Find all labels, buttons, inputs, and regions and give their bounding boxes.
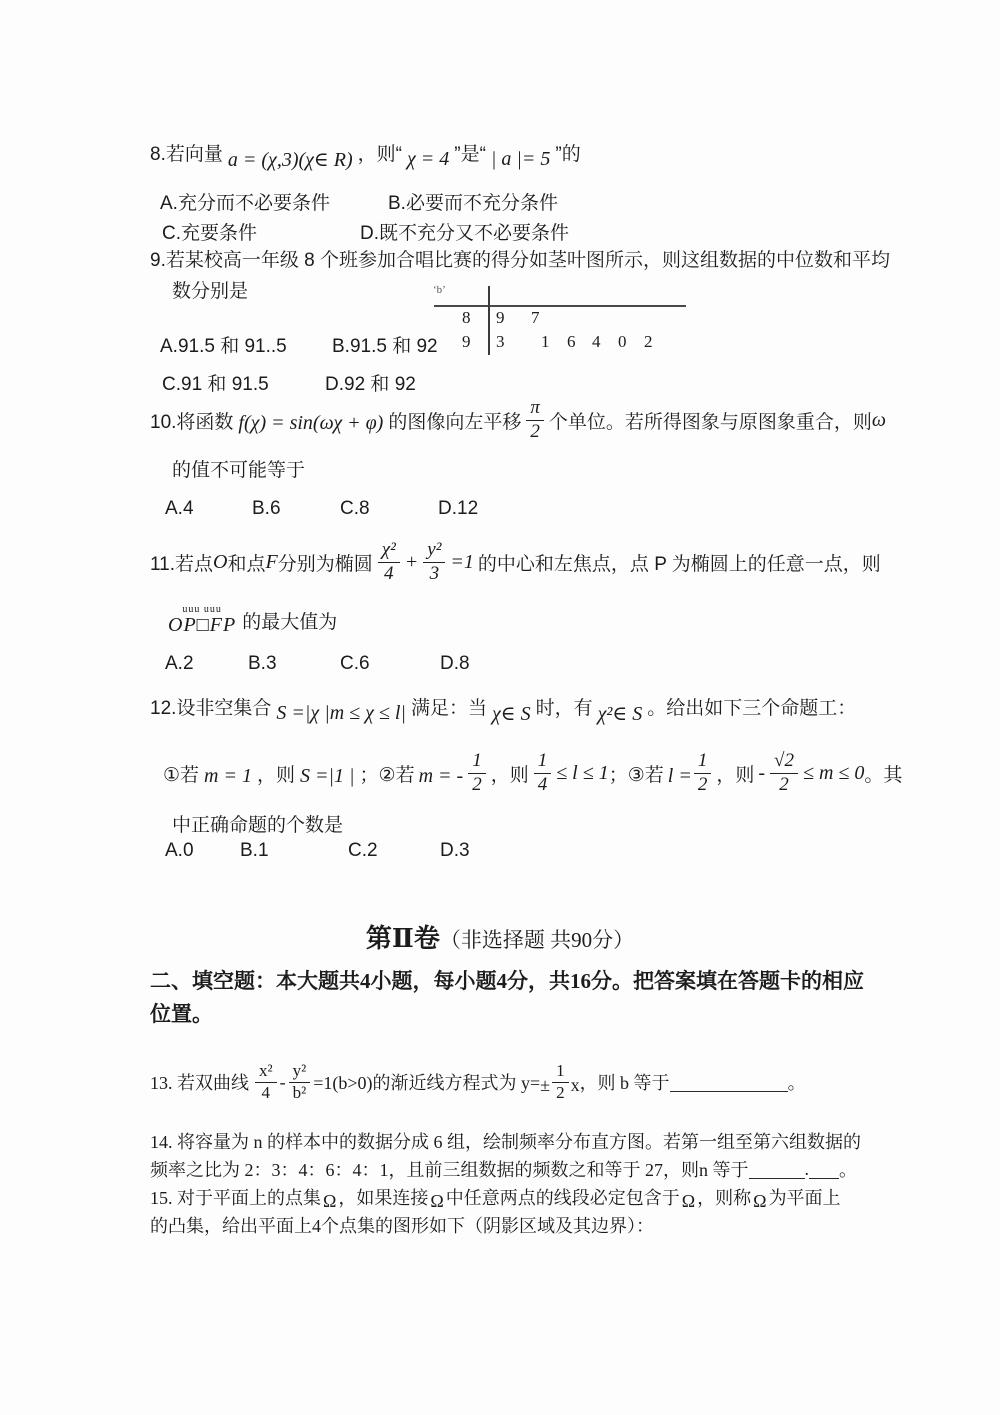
leaf-value: 3 [496,332,505,351]
sqrt2-over-2-fraction [770,751,798,796]
q14-answer-blank-1 [749,1159,805,1179]
q12-prop2-then: ，则 [490,764,529,786]
q13-minus: - [279,1071,286,1092]
q12-option-b: B.1 [240,840,269,861]
fraction-numerator: χ² [378,540,400,563]
q8-vector-formula: a = (χ,3)(χ∈ R) [227,148,353,171]
q14-period: 。 [839,1160,857,1180]
q12-prop2-sep: ； [608,764,628,786]
q11-text-4: 的中心和左焦点，点 P 为椭圆上的任意一点，则 [477,553,881,575]
q10-option-b: B.6 [252,498,281,519]
section-2-header [0,918,1000,955]
fraction-denominator: 3 [429,562,440,584]
leaf-value: 0 [618,332,627,351]
q9-option-a: A.91.5 和 91..5 [160,336,287,357]
stem-leaf-plot [430,283,692,359]
question-8-stem [150,126,581,178]
fraction-numerator: y² [289,1062,311,1083]
question-12-stem-line-3: 中正确命题的个数是 [172,815,344,836]
q8-text-prefix: 8.若向量 [150,143,223,165]
question-11-vector-line [168,596,337,644]
fraction-denominator: 4 [261,1082,271,1102]
fraction-numerator: 1 [552,1062,569,1083]
q11-text-5: 的最大值为 [242,611,338,633]
question-12-stem [150,683,856,729]
q12-prop1-then: ，则 [257,764,296,786]
q11-plus: + [404,550,419,573]
vector-arrow-accents: uuu uuu [182,604,222,615]
question-10-stem-line-2: 的值不可能等于 [172,460,306,481]
q8-text-1: ，则“ [357,143,402,165]
q13-text-3: ，则 b 等于 [579,1073,670,1093]
q12-prop3-then: ，则 [716,764,755,786]
q12-prop2-condition: m = - [418,764,464,787]
q12-prop3-condition: l = [667,764,692,787]
stem-leaf-vertical-line [488,286,490,355]
q8-text-3: ”的 [555,143,581,165]
q15-text-3: 中任意两点的线段必定包含于 [445,1188,680,1208]
section-2-subtitle: （非选择题 共90分） [439,928,635,952]
q12-option-c: C.2 [348,840,378,861]
fraction-denominator: 2 [779,773,789,795]
vector-dot-product: OP□FP [168,614,237,636]
q9-option-b: B.91.5 和 92 [332,336,438,357]
q12-membership-formula: χ∈ S [491,702,531,725]
q8-option-d: D.既不充分又不必要条件 [360,223,570,244]
q12-prop1-label: ①若 [163,764,200,786]
q13-x-variable: x [570,1074,580,1095]
fraction-denominator: 2 [556,1082,565,1102]
question-13-stem [150,1050,806,1114]
q12-text-4: 。给出如下三个命题工： [647,697,857,719]
ellipse-fraction-1 [378,540,400,585]
q12-option-a: A.0 [165,840,194,861]
q13-text-1: 13. 若双曲线 [150,1073,249,1093]
question-15-stem-line-2: 的凸集，给出平面上4个点集的图形如下（阴影区域及其边界）： [150,1216,654,1236]
q9-option-d: D.92 和 92 [325,374,416,395]
leaf-value: 2 [644,332,653,351]
q15-text-4: ，则称 [697,1188,752,1208]
q13-answer-blank [670,1072,788,1092]
q12-prop1-conclusion: S =|1 | [300,764,355,787]
q12-prop3-minus: - [758,761,766,784]
fill-in-instruction-line-1: 二、填空题：本大题共4小题，每小题4分，共16分。把答案填在答题卡的相应 [150,969,864,993]
hyperbola-fraction-2 [289,1062,311,1102]
q15-text-1: 15. 对于平面上的点集 [150,1188,321,1208]
fill-in-instruction-line-2: 位置。 [150,1002,213,1026]
one-quarter-fraction [534,751,552,796]
stem-value: 9 [462,332,471,351]
q10-text-1: 10.将函数 [150,411,234,433]
q12-prop3-end: 。其 [864,764,903,786]
hyperbola-fraction-1 [255,1062,277,1102]
fraction-numerator: 1 [534,751,552,774]
q10-option-c: C.8 [340,498,370,519]
omega-symbol: Ω [681,1190,696,1211]
fraction-numerator: x² [255,1062,277,1083]
fraction-numerator: √2 [770,751,798,774]
fraction-numerator: y² [423,540,445,563]
q10-omega: ω [871,408,887,431]
q14-text: 频率之比为 2：3：4：6：4：1，且前三组数据的频数之和等于 27，则n 等于 [150,1160,749,1180]
fraction-numerator: π [526,398,544,421]
fraction-denominator: b² [292,1082,307,1102]
vector-expression [168,605,236,635]
fraction-denominator: 4 [384,562,394,584]
one-half-fraction [468,751,486,796]
q15-text-2: ，如果连接 [338,1188,429,1208]
question-14-stem-line-2 [150,1155,857,1183]
one-half-fraction-2 [694,751,712,796]
q8-magnitude-formula: | a |= 5 [490,147,551,170]
question-14-stem-line-1: 14. 将容量为 n 的样本中的数据分成 6 组，绘制频率分布直方图。若第一组至第六组数据的 [150,1132,861,1152]
q12-prop3-conclusion: ≤ m ≤ 0 [802,761,865,784]
stem-leaf-horizontal-line [434,305,686,307]
q10-function-formula: f(χ) = sin(ωχ + φ) [238,411,384,434]
question-15-stem-line-1 [150,1182,841,1212]
q11-text-2: 和点 [227,553,266,575]
q11-option-b: B.3 [248,653,277,674]
q12-text-1: 12.设非空集合 [150,697,272,719]
question-11-stem [150,531,881,593]
q11-point-f: F [265,550,278,573]
fraction-denominator: 2 [697,773,708,795]
q10-text-3: 个单位。若所得图象与原图象重合，则 [548,411,872,433]
question-12-propositions [163,737,902,809]
leaf-value: 4 [592,332,601,351]
q12-prop3-label: ③若 [627,764,664,786]
ellipse-fraction-2 [423,540,445,585]
fraction-denominator: 2 [472,773,482,795]
q8-option-a: A.充分而不必要条件 [160,193,330,214]
omega-symbol: Ω [323,1190,337,1211]
fraction-denominator: 2 [530,420,540,442]
omega-symbol: Ω [430,1190,444,1211]
leaf-value: 6 [567,332,576,351]
q12-set-formula: S =|χ |m ≤ χ ≤ l| [276,701,406,724]
scan-artifact: ʻbʼ [433,284,446,296]
fraction-denominator: 4 [537,773,548,795]
q11-option-d: D.8 [440,653,470,674]
stem-value: 8 [462,308,471,327]
leaf-value: 7 [531,308,540,327]
pi-over-2-fraction [526,398,544,443]
fraction-numerator: 1 [694,751,712,774]
q8-option-b: B.必要而不充分条件 [388,193,558,214]
q13-period: 。 [787,1073,806,1093]
leaf-value: 9 [496,308,505,327]
q12-square-membership-formula: χ²∈ S [597,702,643,725]
q12-prop1-sep: ； [359,764,379,786]
q8-text-2: ”是“ [454,143,486,165]
q13-plus-minus: ± [540,1074,551,1095]
q12-prop2-conclusion: ≤ l ≤ 1 [556,761,609,784]
q9-option-c: C.91 和 91.5 [162,374,269,395]
q11-option-c: C.6 [340,653,370,674]
leaf-value: 1 [541,332,550,351]
q11-equals-one: =1 [450,550,474,573]
q8-option-c: C.充要条件 [162,223,258,244]
question-9-stem-line-1: 9.若某校高一年级 8 个班参加合唱比赛的得分如茎叶图所示，则这组数据的中位数和平均 [150,250,890,271]
q12-text-3: 时，有 [535,697,593,719]
q12-option-d: D.3 [440,840,470,861]
q14-answer-blank-2 [809,1159,839,1179]
q10-option-a: A.4 [165,498,194,519]
q12-text-2: 满足：当 [410,697,487,719]
q11-point-o: O [213,550,228,573]
section-2-title: 第Ⅱ卷 [365,924,440,953]
q12-prop1-condition: m = 1 [204,764,252,787]
asymptote-slope-fraction [552,1062,569,1102]
q12-prop2-label: ②若 [378,764,415,786]
question-10-stem [150,393,886,447]
q10-text-2: 的图像向左平移 [388,411,522,433]
question-9-stem-line-2: 数分别是 [172,281,249,302]
q13-text-2: =1(b>0)的渐近线方程式为 y= [313,1073,541,1093]
omega-symbol: Ω [753,1190,767,1211]
q11-option-a: A.2 [165,653,194,674]
q14-dot-artifact: . [804,1158,809,1179]
q11-text-3: 分别为椭圆 [277,553,373,575]
fraction-numerator: 1 [468,751,486,774]
q10-option-d: D.12 [438,498,479,519]
q11-text-1: 11.若点 [150,553,214,575]
q15-text-5: 为平面上 [768,1188,841,1208]
q8-condition-formula: χ = 4 [406,147,450,170]
